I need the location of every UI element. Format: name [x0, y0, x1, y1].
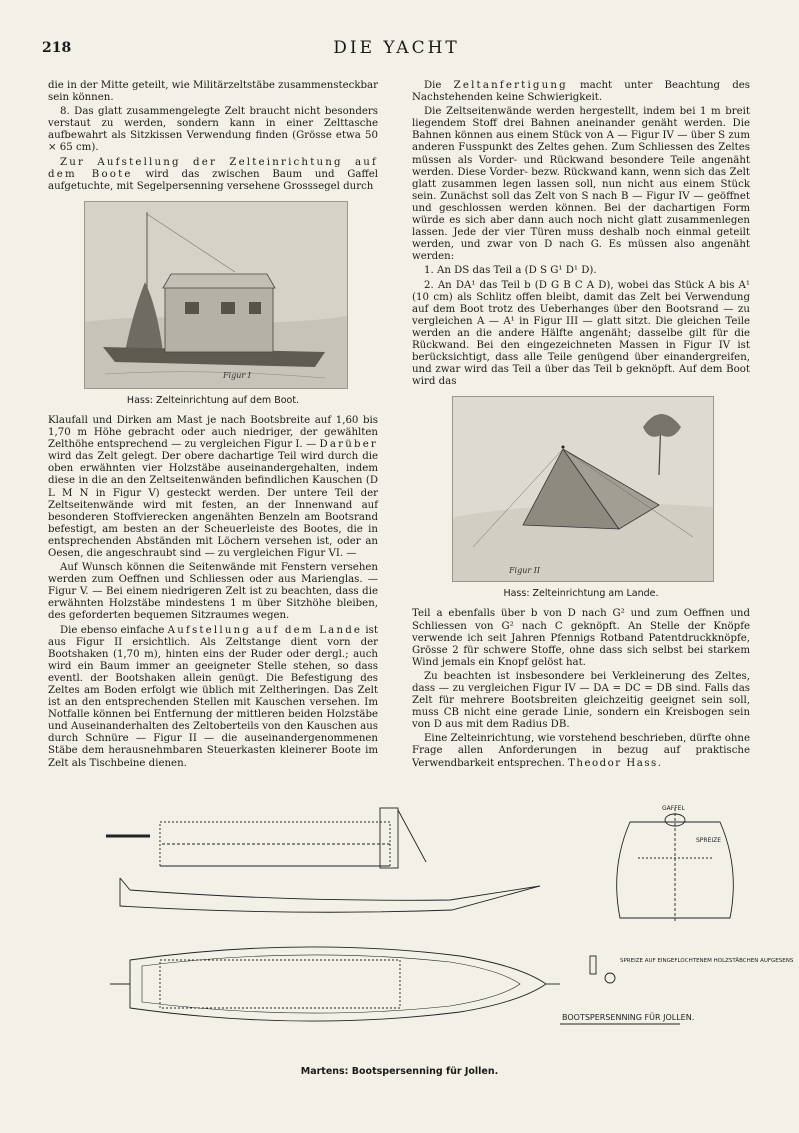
drawing-caption: Martens: Bootspersenning für Jollen.	[300, 1066, 499, 1077]
figure-tent-on-land	[412, 396, 750, 600]
gaffel-label: GAFFEL	[662, 805, 685, 812]
paragraph: Die Zeltanfertigung macht unter Beachtung des Nachstehenden keine Schwierigkeit.	[412, 80, 750, 104]
figure-label: Figur I	[223, 370, 251, 380]
land-tent-sketch	[453, 397, 713, 581]
paragraph: Die ebenso einfache Aufstellung auf dem Lande ist aus Figur II ersichtlich. Als Zeltstange dient vorn der Bootshaken (1,70 m), hinten eins der Ruder oder dergl.; auch wird ein Baum immer an geeigneter Stelle stehen, so dass eventl. der Bootshaken allein genügt. Die Befestigung des Zeltes am Boden erfolgt wie üblich mit Zeltheringen. Das Zelt ist an den entsprechenden Stellen mit Kauschen versehen. Im Notfalle können bei Entfernung der mittleren beiden Holzstäbe und Auseinanderhalten des Zeltoberteils von den Kauschen aus durch Schnüre — Figur II — die auseinandergenommenen Stäbe dem herausnehmbaren Steuerkasten kleinerer Boote im Zelt als Tischbeine dienen.	[48, 624, 378, 769]
list-item: 1. An DS das Teil a (D S G¹ D¹ D).	[424, 265, 597, 277]
spreize-label: SPREIZE	[696, 837, 722, 844]
drawing-note: SPREIZE AUF EINGEFLOCHTENEM HOLZSTÄBCHEN AUFGESENS	[620, 958, 794, 964]
paragraph: Klaufall und Dirken am Mast je nach Bootsbreite auf 1,60 bis 1,70 m Höhe gebracht oder auch niedriger, der gewählten Zelthöhe entsprechend — zu vergleichen Figur I. — Darüber wird das Zelt gelegt. Der obere dachartige Teil wird durch die oben erwähnten vier Holzstäbe auseinandergehalten, indem diese in die an den Zeltseitenwänden befindlichen Kauschen (D L M N in Figur V) gesteckt werden. Der untere Teil der Zeltseitenwände wird mit festen, an der Innenwand auf besonderen Stoffvierecken angenähten Benzeln am Bootsrand befestigt, am besten an der Scheuerleiste des Bootes, die in entsprechenden Abständen mit Löchern versehen ist, oder an Oesen, die angeschraubt sind — zu vergleichen Figur VI. —	[48, 414, 378, 559]
author-name: Theodor Hass.	[568, 757, 663, 769]
spaced-heading: Zur Aufstellung der Zelteinrichtung auf dem Boote	[48, 156, 378, 180]
running-title: DIE YACHT	[333, 38, 460, 58]
paragraph: Teil a ebenfalls über b von D nach G² und zum Oeffnen und Schliessen von G² nach C geknöpft. An Stelle der Knöpfe verwende ich seit Jahren Pfennigs Rotband Patentdruckknöpfe, Grösse 2 für schwere Stoffe, ohne dass sich selbst bei starkem Wind jemals ein Knopf gelöst hat.	[412, 608, 750, 668]
paragraph: Eine Zelteinrichtung, wie vorstehend beschrieben, dürfte ohne Frage allen Anforderungen in bezug auf praktische Verwendbarkeit entsprechen. Theodor Hass.	[412, 733, 750, 769]
left-column	[48, 80, 378, 772]
paragraph: Zur Aufstellung der Zelteinrichtung auf dem Boote wird das zwischen Baum und Gaffel aufgetuchte, mit Segelpersenning versehene Grosssegel durch	[48, 156, 379, 192]
page-header	[42, 36, 751, 64]
paragraph: Die Zeltseitenwände werden hergestellt, indem bei 1 m breit liegendem Stoff drei Bahnen aneinander genäht werden. Die Bahnen können aus einem Stück von A — Figur IV — über S zum anderen Fusspunkt des Zeltes gehen. Zum Schliessen des Zeltes müssen als Vorder- und Rückwand besondere Teile angenäht werden. Diese Vorder- bezw. Rückwand kann, wenn sich das Zelt glatt zusammen legen lassen soll, nun nicht aus einem Stück sein. Zunächst soll das Zelt von S nach B — Figur IV — geöffnet und geschlossen werden können. Bei der dachartigen Form würde es sich aber dann auch noch nicht glatt zusammenlegen lassen. Jede der vier Türen muss deshalb noch einmal geteilt werden, und zwar von D nach G. Es müssen also angenäht werden:	[412, 106, 750, 263]
paragraph: Zu beachten ist insbesondere bei Verkleinerung des Zeltes, dass — zu vergleichen Figur IV — DA = DC = DB sind. Falls das Zelt für mehrere Bootsbreiten gleichzeitig geeignet sein soll, muss CB nicht eine gerade Linie, sondern ein Kreisbogen sein von D aus mit dem Radius DB.	[412, 670, 750, 731]
paragraph: 8. Das glatt zusammengelegte Zelt braucht nicht besonders verstaut zu werden, sondern kann in einer Zelttasche aufbewahrt als Sitzkissen Verwendung finden (Grösse etwa 50 × 65 cm).	[48, 106, 378, 154]
figure-caption: Hass: Zelteinrichtung auf dem Boot.	[126, 394, 300, 406]
drawing-title: BOOTSPERSENNING FÜR JOLLEN.	[562, 1013, 695, 1022]
boat-tent-sketch	[85, 202, 347, 388]
figure-caption: Hass: Zelteinrichtung am Lande.	[503, 588, 659, 600]
figure-label: Figur II	[509, 566, 541, 576]
technical-drawing	[90, 798, 794, 1063]
paragraph: Auf Wunsch können die Seitenwände mit Fenstern versehen werden zum Oeffnen und Schliessen oder aus Marienglas. — Figur V. — Bei einem niedrigeren Zelt ist zu beachten, dass die erwähnten Holzstäbe mindestens 1 m über Sitzhöhe bleiben, des geforderten bequemen Sitzraumes wegen.	[48, 562, 378, 622]
paragraph: die in der Mitte geteilt, wie Militärzeltstäbe zusammensteckbar sein können.	[48, 80, 378, 104]
boat-cover-drawing	[90, 798, 794, 1063]
page-number: 218	[42, 40, 72, 56]
paragraph: 2. An DA¹ das Teil b (D G B C A D), wobei das Stück A bis A¹ (10 cm) als Schlitz offen bleibt, damit das Zelt bei Verwendung auf dem Boot trotz des Ueberhanges über den Bootsrand — zu vergleichen A — A¹ in Figur III — glatt sitzt. Die gleichen Teile werden an die andere Hälfte angenäht; dasselbe gilt für die Rückwand. Bei den eingezeichneten Massen in Figur IV ist berücksichtigt, dass alle Teile genügend über einandergreifen, und zwar wird das Teil a über das Teil b geknöpft. Auf dem Boot wird das	[412, 279, 750, 388]
figure-tent-on-boat	[48, 201, 378, 407]
right-column	[412, 80, 750, 772]
